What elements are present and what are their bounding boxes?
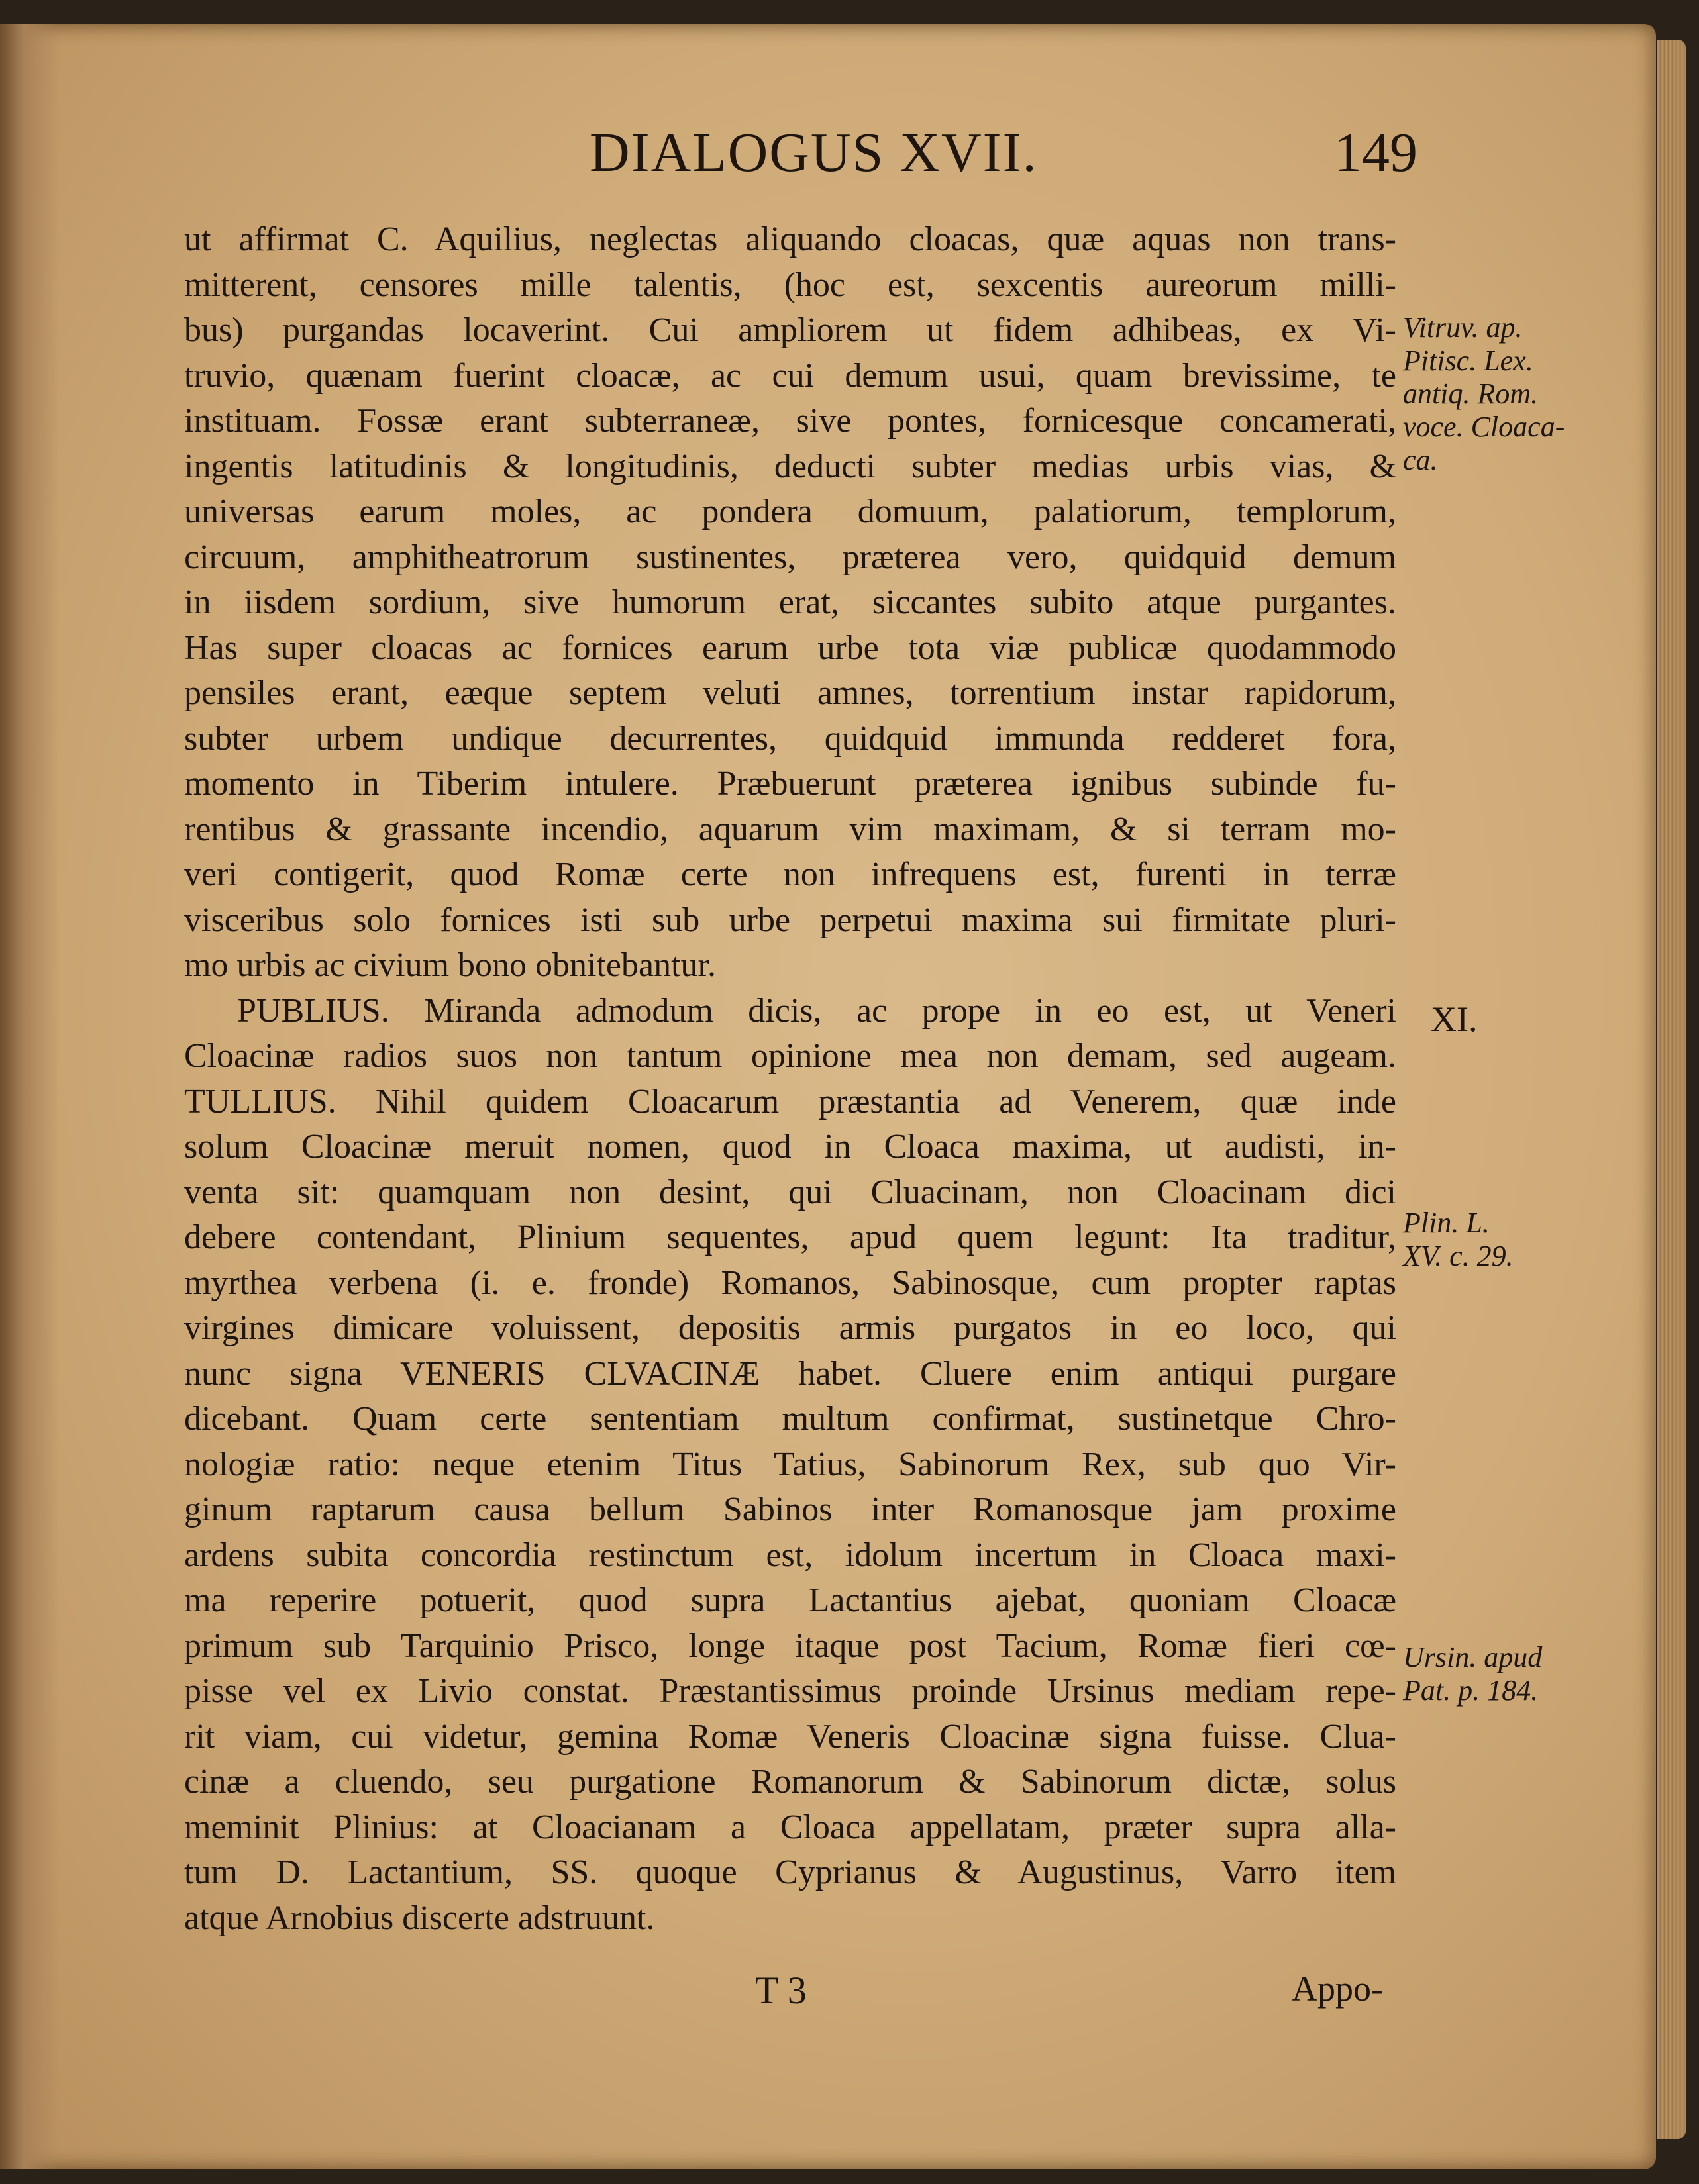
text-line: instituam. Fossæ erant subterraneæ, sive pontes, fornicesque concamerati, — [184, 402, 1396, 440]
margin-note-line: Vitruv. ap. — [1403, 311, 1523, 344]
page-header — [185, 121, 1417, 187]
text-line: venta sit: quamquam non desint, qui Cluacinam, non Cloacinam dici — [184, 1173, 1396, 1211]
text-line: bus) purgandas locaverint. Cui ampliorem ut fidem adhibeas, ex Vi- — [184, 311, 1396, 349]
text-line: ardens subita concordia restinctum est, idolum incertum in Cloaca maxi- — [184, 1536, 1396, 1574]
margin-note-line: Pat. p. 184. — [1403, 1674, 1539, 1707]
margin-note-line: ca. — [1403, 444, 1438, 476]
margin-note-line: Pitisc. Lex. — [1403, 344, 1533, 377]
text-line: nologiæ ratio: neque etenim Titus Tatius, Sabinorum Rex, sub quo Vir- — [184, 1445, 1396, 1483]
text-line: nunc signa VENERIS CLVACINÆ habet. Cluere enim antiqui purgare — [184, 1354, 1396, 1393]
margin-note-ursinus — [1403, 1641, 1575, 1707]
page-edges — [1657, 40, 1686, 2139]
text-line: veri contigerit, quod Romæ certe non infrequens est, furenti in terræ — [184, 856, 1396, 893]
text-line: truvio, quænam fuerint cloacæ, ac cui demum usui, quam brevissime, te — [184, 356, 1396, 395]
page-number: 149 — [1334, 122, 1417, 183]
page-gutter — [0, 24, 60, 2169]
text-line: myrthea verbena (i. e. fronde) Romanos, Sabinosque, cum propter raptas — [184, 1264, 1396, 1302]
text-line: ginum raptarum causa bellum Sabinos inter Romanosque jam proxime — [184, 1491, 1396, 1528]
text-line: meminit Plinius: at Cloacianam a Cloaca appellatam, præter supra alla- — [184, 1808, 1396, 1846]
text-line: ut affirmat C. Aquilius, neglectas aliquando cloacas, quæ aquas non trans- — [184, 221, 1396, 258]
text-line: cinæ a cluendo, seu purgatione Romanorum & Sabinorum dictæ, solus — [184, 1763, 1396, 1801]
text-line: subter urbem undique decurrentes, quidquid immunda redderet fora, — [184, 719, 1396, 758]
text-line: ma reperire potuerit, quod supra Lactantius ajebat, quoniam Cloacæ — [184, 1581, 1396, 1619]
text-line: debere contendant, Plinium sequentes, apud quem legunt: Ita traditur, — [184, 1218, 1396, 1256]
margin-note-line: Ursin. apud — [1403, 1641, 1543, 1673]
text-line: PUBLIUS. Miranda admodum dicis, ac prope in eo est, ut Veneri — [237, 991, 1396, 1030]
text-line: mo urbis ac civium bono obnitebantur. — [184, 946, 716, 984]
margin-note-pliny — [1403, 1207, 1575, 1273]
text-line: Has super cloacas ac fornices earum urbe tota viæ publicæ quodammodo — [184, 628, 1396, 667]
margin-note-line: XV. c. 29. — [1403, 1240, 1514, 1272]
catchword: Appo- — [1292, 1969, 1383, 2009]
body-text — [184, 217, 1396, 1941]
margin-note-vitruvius — [1403, 311, 1575, 477]
margin-note-line: voce. Cloaca- — [1403, 411, 1565, 443]
margin-note-line: antiq. Rom. — [1403, 377, 1539, 410]
text-line: visceribus solo fornices isti sub urbe perpetui maxima sui firmitate pluri- — [184, 901, 1396, 939]
text-line: pensiles erant, eæque septem veluti amnes, torrentium instar rapidorum, — [184, 674, 1396, 712]
text-line: momento in Tiberim intulere. Præbuerunt præterea ignibus subinde fu- — [184, 765, 1396, 803]
text-line: mitterent, censores mille talentis, (hoc est, sexcentis aureorum milli- — [184, 266, 1396, 304]
text-line: Cloacinæ radios suos non tantum opinione mea non demam, sed augeam. — [184, 1037, 1396, 1075]
text-line: solum Cloacinæ meruit nomen, quod in Cloaca maxima, ut audisti, in- — [184, 1128, 1396, 1166]
text-line: circuum, amphitheatrorum sustinentes, præterea vero, quidquid demum — [184, 538, 1396, 576]
text-line: primum sub Tarquinio Prisco, longe itaque post Tacium, Romæ fieri cœ- — [184, 1626, 1396, 1665]
text-line: in iisdem sordium, sive humorum erat, siccantes subito atque purgantes. — [184, 583, 1396, 621]
text-line: ingentis latitudinis & longitudinis, deducti subter medias urbis vias, & — [184, 447, 1396, 485]
text-line: universas earum moles, ac pondera domuum, palatiorum, templorum, — [184, 493, 1396, 530]
text-line: dicebant. Quam certe sententiam multum confirmat, sustinetque Chro- — [184, 1400, 1396, 1438]
text-line: rit viam, cui videtur, gemina Romæ Veneris Cloacinæ signa fuisse. Clua- — [184, 1717, 1396, 1756]
text-line: pisse vel ex Livio constat. Præstantissimus proinde Ursinus mediam repe- — [184, 1672, 1396, 1710]
text-line: tum D. Lactantium, SS. quoque Cyprianus & Augustinus, Varro item — [184, 1854, 1396, 1891]
signature-mark: T 3 — [755, 1969, 807, 2012]
text-line: TULLIUS. Nihil quidem Cloacarum præstantia ad Venerem, quæ inde — [184, 1082, 1396, 1120]
text-line: atque Arnobius discerte adstruunt. — [184, 1899, 655, 1937]
text-line: virgines dimicare voluissent, depositis armis purgatos in eo loco, qui — [184, 1309, 1396, 1347]
section-number: XI. — [1431, 999, 1478, 1039]
text-line: rentibus & grassante incendio, aquarum vim maximam, & si terram mo- — [184, 810, 1396, 848]
running-title: DIALOGUS XVII. — [590, 122, 1038, 183]
margin-note-line: Plin. L. — [1403, 1207, 1490, 1239]
